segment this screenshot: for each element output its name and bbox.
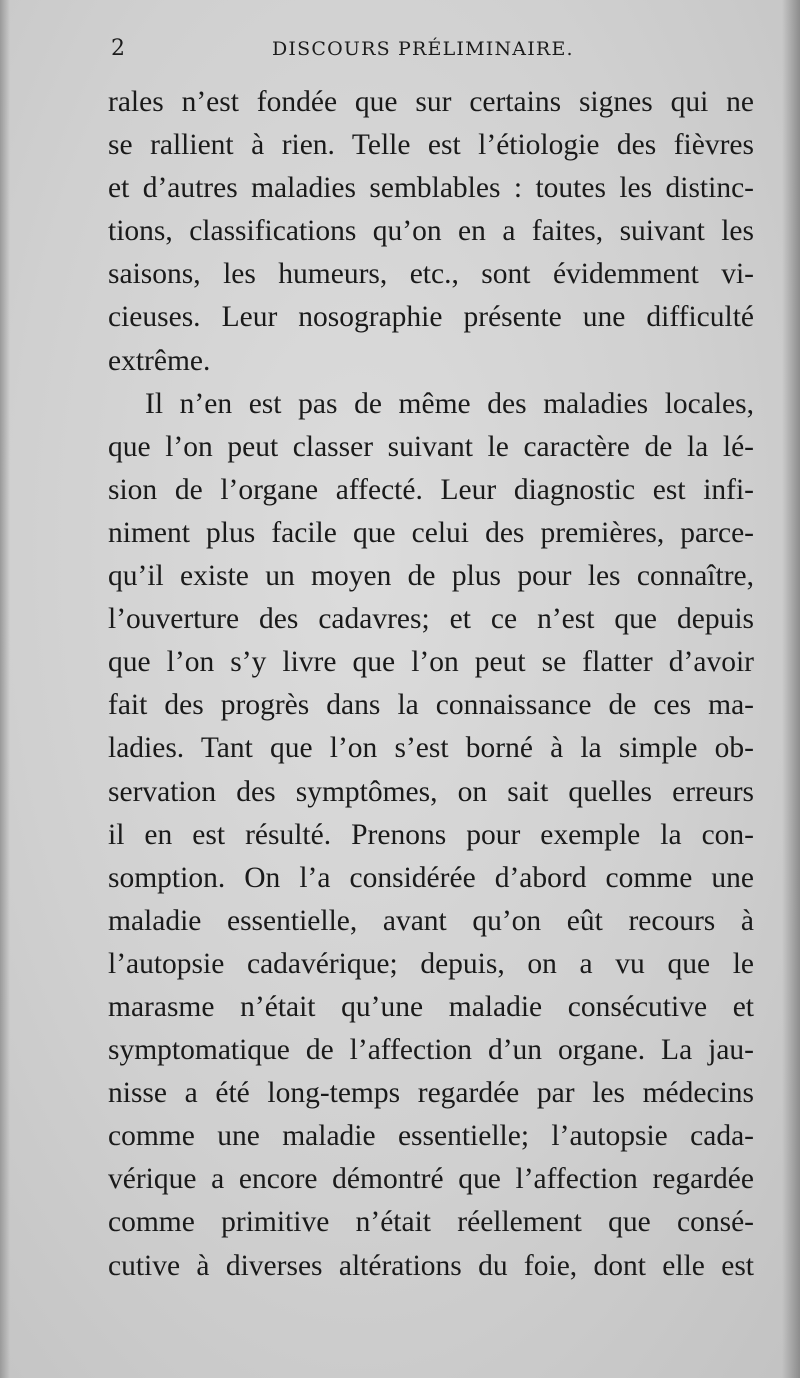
text-line: Il n’en est pas de même des maladies locales, [145,387,754,420]
page-header [0,36,800,66]
text-line: tions, classifications qu’on en a faites, suivant les [108,215,754,248]
text-line: comme primitive n’était réellement que consé- [108,1206,754,1239]
text-line: fait des progrès dans la connaissance de ces ma- [108,689,754,722]
page-edge-shadow [782,0,800,1378]
text-line: marasme n’était qu’une maladie consécutive et [108,990,754,1023]
text-line: symptomatique de l’affection d’un organe. La jau- [108,1034,754,1067]
running-title: DISCOURS PRÉLIMINAIRE. [272,38,574,60]
paragraph-2 [108,383,754,1288]
page-number: 2 [111,36,125,61]
text-line: qu’il existe un moyen de plus pour les connaître, [108,560,754,593]
text-line: il en est résulté. Prenons pour exemple la con- [108,818,754,851]
text-line: et d’autres maladies semblables : toutes les distinc- [108,172,754,205]
text-line: nisse a été long-temps regardée par les médecins [108,1077,754,1110]
text-line: cutive à diverses altérations du foie, dont elle est [108,1249,754,1282]
text-line: l’ouverture des cadavres; et ce n’est que depuis [108,603,754,636]
text-line: ladies. Tant que l’on s’est borné à la simple ob- [108,732,754,765]
text-line: sion de l’organe affecté. Leur diagnostic est infi- [108,473,754,506]
text-line: servation des symptômes, on sait quelles erreurs [108,775,754,808]
text-line: somption. On l’a considérée d’abord comme une [108,861,754,894]
paragraph-1 [108,81,754,383]
text-line: extrême. [108,344,211,377]
text-line: vérique a encore démontré que l’affection regardée [108,1163,754,1196]
text-line: cieuses. Leur nosographie présente une difficulté [108,301,754,334]
text-line: que l’on peut classer suivant le caractère de la lé- [108,430,754,463]
text-line: maladie essentielle, avant qu’on eût recours à [108,904,754,937]
text-line: rales n’est fondée que sur certains signes qui ne [108,86,754,118]
text-line: niment plus facile que celui des premières, parce- [108,516,754,549]
body-text [108,81,754,1288]
text-line: comme une maladie essentielle; l’autopsie cada- [108,1120,754,1153]
text-line: saisons, les humeurs, etc., sont évidemment vi- [108,258,754,291]
text-line: se rallient à rien. Telle est l’étiologie des fièvres [108,129,754,162]
text-line: que l’on s’y livre que l’on peut se flatter d’avoir [108,646,754,679]
text-line: l’autopsie cadavérique; depuis, on a vu que le [108,947,754,980]
page-gutter-shadow [0,0,10,1378]
